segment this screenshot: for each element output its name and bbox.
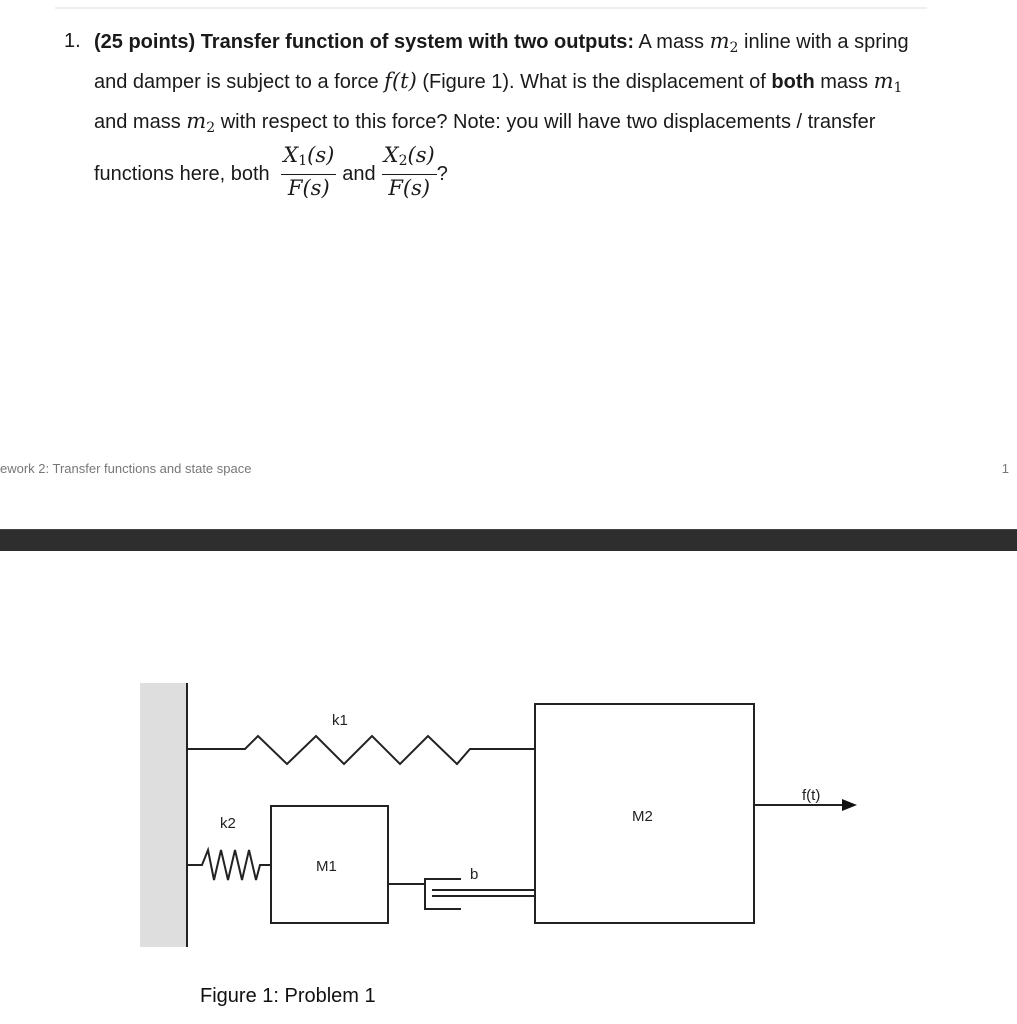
label-k2: k2 [220,815,236,832]
page-number: 1 [1001,461,1009,476]
damper-b-cylinder [425,879,461,909]
mass-spring-damper-diagram [0,560,1017,990]
force-arrow-icon [842,799,857,811]
problem-number: 1. [64,30,81,52]
math-m1: $m_1$ [873,69,903,96]
points-label: (25 points) [94,31,196,53]
page-footer-title: ework 2: Transfer functions and state space [0,461,252,476]
spring-k2 [187,850,271,880]
problem-1 [64,25,934,204]
emphasis-both: both [771,71,815,93]
label-k1: k1 [332,712,348,729]
problem-title: Transfer function of system with two outputs: [200,31,635,53]
figure-caption: Figure 1: Problem 1 [200,985,376,1007]
spring-k1 [187,736,535,764]
wall [140,683,186,947]
label-m1: M1 [316,858,337,875]
math-m2-b: $m_2$ [186,109,216,136]
transfer-function-x2: $\frac{X_2(s)}{F(s)}$ [383,143,435,200]
top-divider [55,7,927,9]
page-separator [0,529,1017,551]
problem-text: (25 points) Transfer function of system with two outputs: A mass $m_2$ inline with a spring and damper is subject to a force f(t) (Figure 1). What is the displacement of both mass $m_1$ and mass $m_2$ with respect to this force? Note: you will have two displacements / transfer functions here, both $\frac{X_1(s)}{F(s)}$ and $\frac{X_2(s)}{F(s)}$ ? [94,29,909,200]
transfer-function-x1: $\frac{X_1(s)}{F(s)}$ [283,143,335,200]
label-m2: M2 [632,808,653,825]
math-force: f(t) [384,69,417,93]
math-m2: $m_2$ [709,29,739,56]
label-force: f(t) [802,787,821,804]
label-b: b [470,866,479,883]
